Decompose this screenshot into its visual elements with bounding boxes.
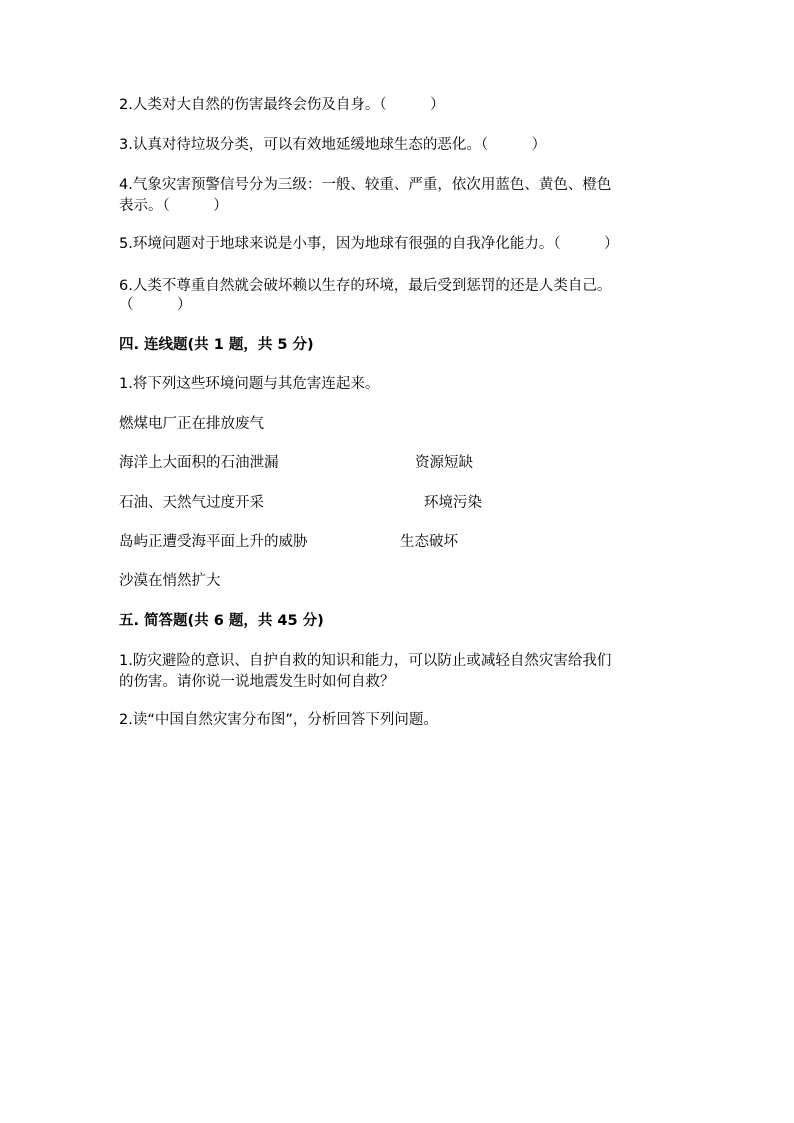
short-answer-q2: 2.读“中国自然灾害分布图”，分析回答下列问题。 (119, 712, 438, 728)
judgment-item-5: 5.环境问题对于地球来说是小事，因为地球有很强的自我净化能力。（ ） (119, 236, 619, 252)
matching-right-item-2: 环境污染 (424, 495, 482, 511)
matching-question: 1.将下列这些环境问题与其危害连起来。 (119, 376, 380, 392)
short-answer-q1-line2: 的伤害。请你说一说地震发生时如何自救？ (119, 674, 395, 690)
matching-right-item-3: 生态破坏 (400, 534, 458, 550)
matching-left-item-5: 沙漠在悄然扩大 (119, 573, 221, 589)
judgment-item-4-line2: 表示。（ ） (119, 198, 228, 214)
matching-left-item-3: 石油、天然气过度开采 (119, 495, 264, 511)
judgment-item-2: 2.人类对大自然的伤害最终会伤及自身。（ ） (119, 97, 445, 113)
section-4-heading: 四. 连线题(共 1 题，共 5 分) (119, 337, 314, 353)
matching-left-item-4: 岛屿正遭受海平面上升的威胁 (119, 534, 308, 550)
matching-left-item-1: 燃煤电厂正在排放废气 (119, 416, 264, 432)
judgment-item-6-line1: 6.人类不尊重自然就会破坏赖以生存的环境，最后受到惩罚的还是人类自己。 (119, 278, 612, 294)
judgment-item-6-line2: （ ） (119, 297, 192, 313)
judgment-item-4-line1: 4.气象灾害预警信号分为三级：一般、较重、严重，依次用蓝色、黄色、橙色 (119, 177, 612, 193)
matching-left-item-2: 海洋上大面积的石油泄漏 (119, 455, 279, 471)
short-answer-q1-line1: 1.防灾避险的意识、自护自救的知识和能力，可以防止或减轻自然灾害给我们 (119, 653, 612, 669)
judgment-item-3: 3.认真对待垃圾分类，可以有效地延缓地球生态的恶化。（ ） (119, 137, 547, 153)
matching-right-item-1: 资源短缺 (415, 455, 473, 471)
section-5-heading: 五. 简答题(共 6 题，共 45 分) (119, 613, 324, 629)
